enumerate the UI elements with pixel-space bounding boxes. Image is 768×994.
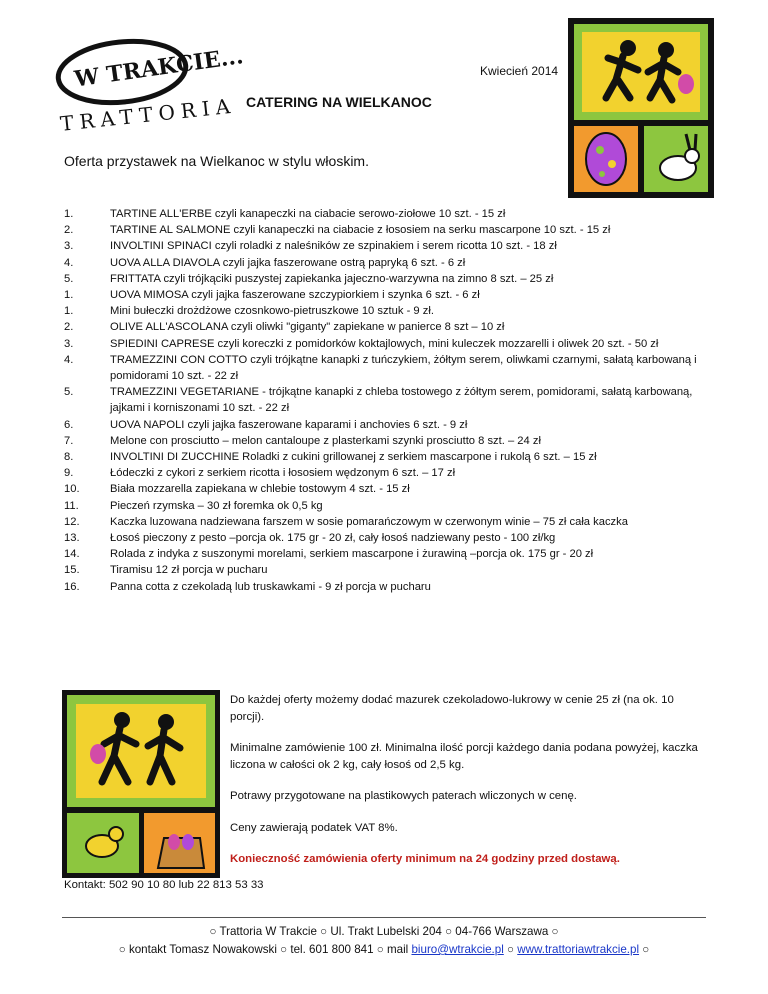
item-number: 3. [64, 337, 74, 350]
list-item [64, 530, 724, 546]
item-text: Łódeczki z cykori z serkiem ricotta i łososiem wędzonym 6 szt. – 17 zł [110, 467, 456, 480]
list-item [64, 465, 724, 481]
item-number: 5. [64, 272, 74, 285]
list-item [64, 498, 724, 514]
trattoria-logo [56, 28, 245, 138]
list-item [64, 238, 724, 254]
item-text: OLIVE ALL'ASCOLANA czyli oliwki "giganty" zapiekane w panierce 8 szt – 10 zł [110, 321, 505, 334]
item-number: 3. [64, 240, 74, 253]
date: Kwiecień 2014 [480, 64, 559, 78]
list-item [64, 255, 724, 271]
item-number: 5. [64, 386, 74, 399]
item-text: Łosoś pieczony z pesto –porcja ok. 175 gr - 20 zł, cały łosoś nadziewany pesto - 100 zł/kg [110, 532, 556, 545]
item-text: TARTINE AL SALMONE czyli kanapeczki na ciabacie z łososiem na serku mascarpone 10 szt. - 15 zł [110, 224, 611, 237]
list-item [64, 384, 724, 416]
list-item [64, 336, 724, 352]
item-number: 4. [64, 256, 74, 269]
list-item [64, 222, 724, 238]
item-number: 2. [64, 321, 74, 334]
item-text: TRAMEZZINI VEGETARIANE - trójkątne kanapki z chleba tostowego z żółtym serem, pomidorami, sałatą karbowaną, jajkami i korniszonami 10 szt. - 22 zł [110, 386, 693, 415]
item-text: UOVA MIMOSA czyli jajka faszerowane szczypiorkiem i szynka 6 szt. - 6 zł [110, 289, 480, 302]
list-item [64, 546, 724, 562]
item-number: 16. [64, 580, 80, 593]
item-text: TARTINE ALL'ERBE czyli kanapeczki na ciabacie serowo-ziołowe 10 szt. - 15 zł [110, 208, 506, 220]
list-item [64, 433, 724, 449]
item-text: Panna cotta z czekoladą lub truskawkami - 9 zł porcja w pucharu [110, 580, 431, 593]
note-vat: Ceny zawierają podatek VAT 8%. [230, 821, 398, 834]
item-text: Rolada z indyka z suszonymi morelami, serkiem mascarpone i żurawiną –porcja ok. 175 gr - 20 zł [110, 548, 594, 561]
item-text: UOVA ALLA DIAVOLA czyli jajka faszerowane ostrą papryką 6 szt. - 6 zł [110, 256, 466, 269]
item-number: 9. [64, 467, 74, 480]
item-number: 1. [64, 208, 74, 220]
note-order-deadline: Konieczność zamówienia oferty minimum na 24 godziny przed dostawą. [230, 853, 620, 865]
notes-section [230, 692, 705, 883]
item-text: TRAMEZZINI CON COTTO czyli trójkątne kanapki z tuńczykiem, żółtym serem, oliwkami czarnymi, sałatą karbowaną i pomidorami 10 szt. - 22 zł [110, 353, 697, 383]
item-text: Mini bułeczki drożdżowe czosnkowo-pietruszkowe 10 sztuk - 9 zł. [110, 305, 434, 318]
list-item [64, 303, 724, 319]
svg-text:W TRAKCIE...: W TRAKCIE... [72, 43, 245, 93]
footer-end: ○ [639, 943, 650, 956]
item-number: 11. [64, 499, 79, 512]
item-number: 10. [64, 483, 80, 496]
item-number: 6. [64, 418, 74, 431]
item-number: 14. [64, 548, 80, 561]
item-text: UOVA NAPOLI czyli jajka faszerowane kaparami i anchovies 6 szt. - 9 zł [110, 418, 468, 431]
item-number: 4. [64, 353, 74, 366]
item-number: 13. [64, 532, 80, 545]
item-number: 1. [64, 305, 74, 318]
item-text: Kaczka luzowana nadziewana farszem w sosie pomarańczowym w czerwonym winie – 75 zł cała kaczka [110, 515, 628, 528]
list-item [64, 449, 724, 465]
item-text: Biała mozzarella zapiekana w chlebie tostowym 4 szt. - 15 zł [110, 483, 410, 496]
note-minimum-order: Minimalne zamówienie 100 zł. Minimalna ilość porcji każdego dania podana powyżej, kaczka liczona w całości ok 2 kg, cały łosoś od 2,5 kg. [230, 742, 698, 771]
list-item [64, 579, 724, 595]
note-mazurek: Do każdej oferty możemy dodać mazurek czekoladowo-lukrowy w cenie 25 zł (na ok. 10 porcji). [230, 694, 674, 723]
list-item [64, 514, 724, 530]
email-link[interactable]: biuro@wtrakcie.pl [411, 943, 504, 956]
list-item [64, 206, 724, 222]
item-text: INVOLTINI SPINACI czyli roladki z naleśników ze szpinakiem i serem ricotta 10 szt. - 18 zł [110, 240, 557, 253]
item-number: 7. [64, 434, 74, 447]
intro-text: Oferta przystawek na Wielkanoc w stylu włoskim. [64, 153, 369, 169]
item-text: SPIEDINI CAPRESE czyli koreczki z pomidorków koktajlowych, mini kuleczek mozzarelli i oliwek 20 szt. - 50 zł [110, 337, 659, 350]
footer-contact-text: ○ kontakt Tomasz Nowakowski ○ tel. 601 800 841 ○ mail [118, 943, 412, 956]
website-link[interactable]: www.trattoriawtrakcie.pl [517, 943, 640, 956]
list-item [64, 481, 724, 497]
item-text: FRITTATA czyli trójkąciki puszystej zapiekanka jajeczno-warzywna na zimno 8 szt. – 25 zł [110, 272, 554, 285]
menu-list [64, 206, 724, 595]
easter-illustration-top [568, 18, 714, 198]
footer-address: ○ Trattoria W Trakcie ○ Ul. Trakt Lubelski 204 ○ 04-766 Warszawa ○ [209, 925, 559, 938]
easter-illustration-bottom [62, 690, 220, 878]
item-text: Pieczeń rzymska – 30 zł foremka ok 0,5 kg [110, 499, 323, 512]
item-text: INVOLTINI DI ZUCCHINE Roladki z cukini grillowanej z serkiem mascarpone i rukolą 6 szt. – 15 zł [110, 451, 597, 464]
note-platters: Potrawy przygotowane na plastikowych paterach wliczonych w cenę. [230, 790, 577, 802]
item-number: 1. [64, 289, 74, 302]
contact-line: Kontakt: 502 90 10 80 lub 22 813 53 33 [64, 879, 264, 891]
item-number: 12. [64, 515, 80, 528]
footer-divider [62, 917, 706, 918]
footer-contact [0, 941, 768, 959]
list-item [64, 352, 724, 384]
item-number: 2. [64, 224, 74, 237]
list-item [64, 319, 724, 335]
footer [0, 923, 768, 959]
list-item [64, 417, 724, 433]
list-item [64, 562, 724, 578]
item-text: Tiramisu 12 zł porcja w pucharu [110, 564, 268, 577]
svg-text:TRATTORIA: TRATTORIA [59, 93, 238, 136]
list-item [64, 287, 724, 303]
footer-separator: ○ [503, 943, 518, 956]
item-text: Melone con prosciutto – melon cantaloupe z plasterkami szynki prosciutto 8 szt. – 24 zł [110, 434, 541, 447]
item-number: 15. [64, 564, 80, 577]
page-title: CATERING NA WIELKANOC [246, 94, 432, 110]
item-number: 8. [64, 451, 74, 464]
list-item [64, 271, 724, 287]
